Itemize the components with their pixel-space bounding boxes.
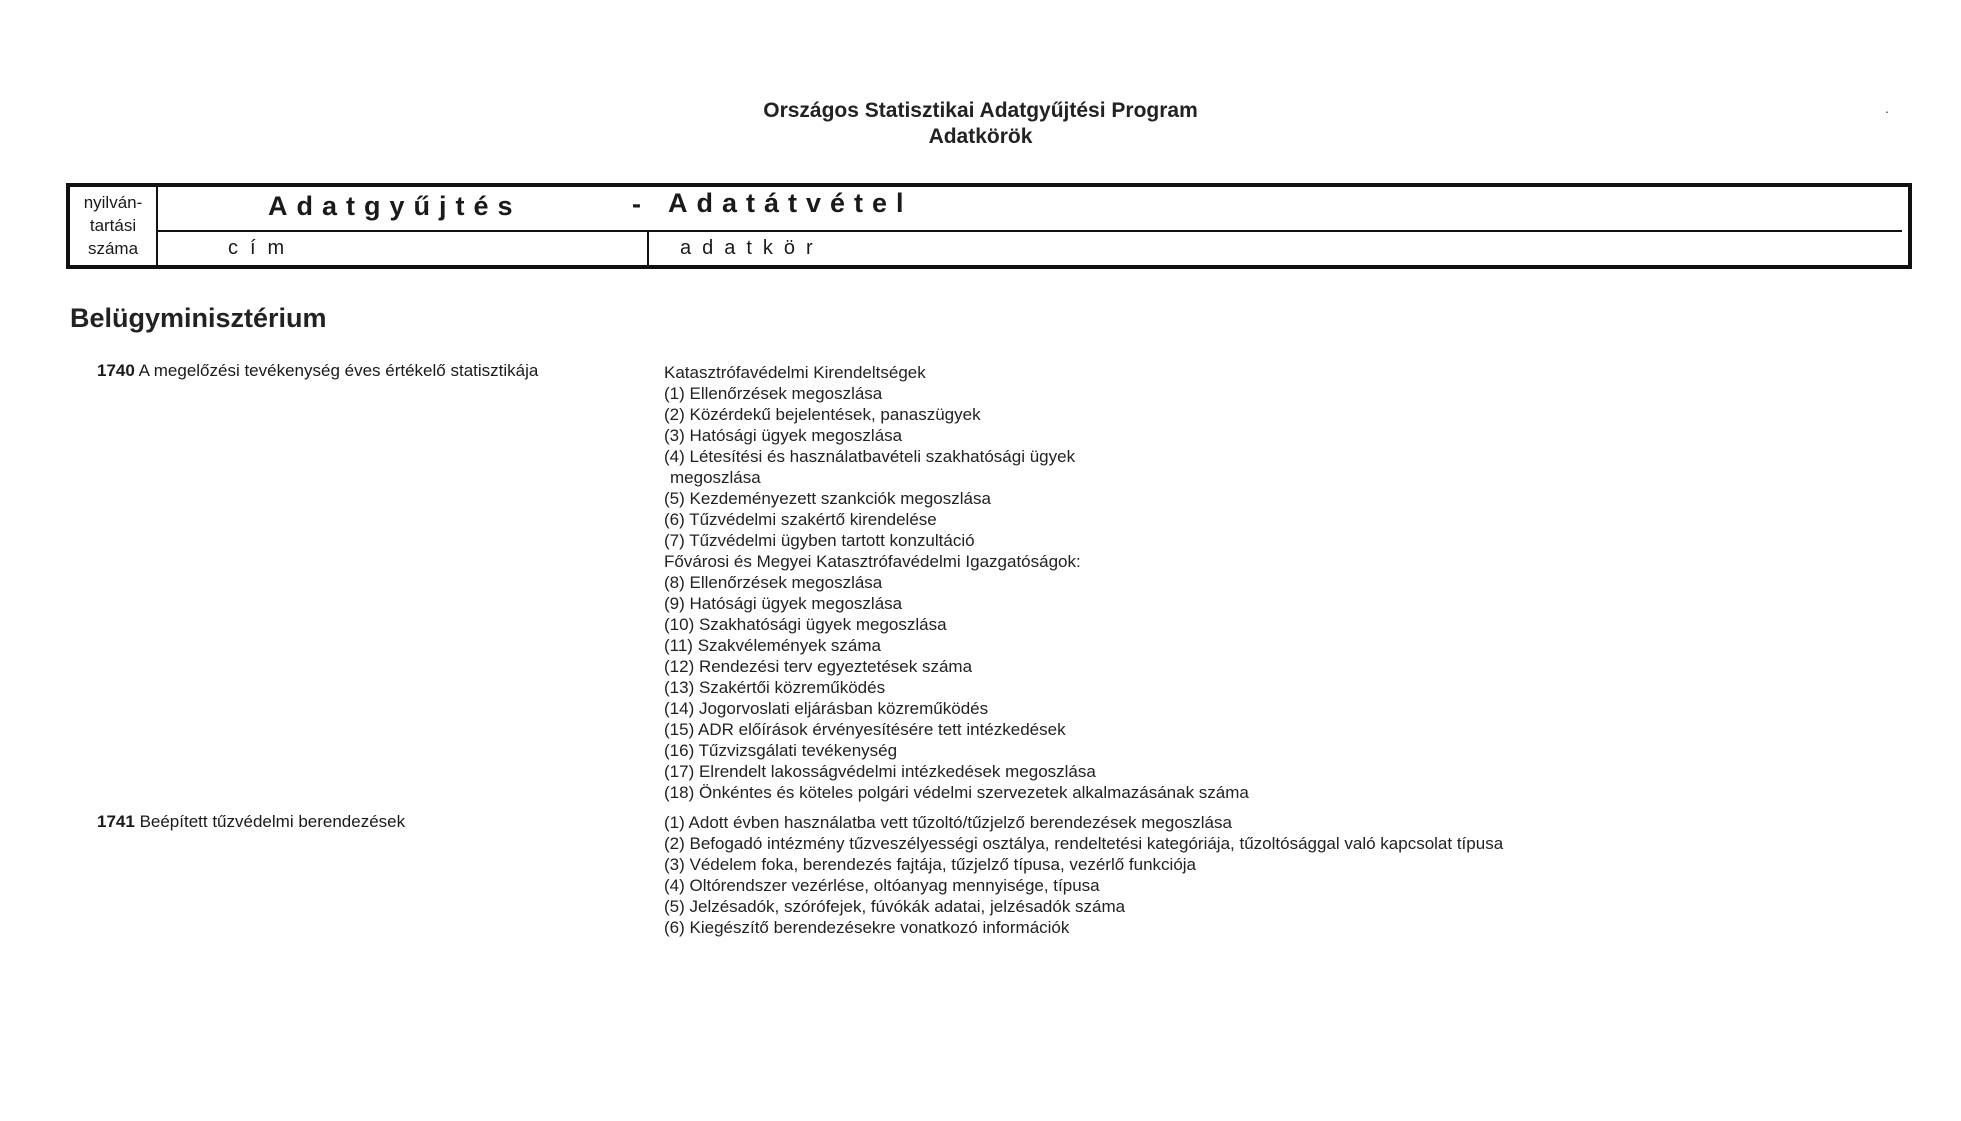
list-item: (14) Jogorvoslati eljárásban közreműködés <box>664 699 989 718</box>
entry-number: 1740 <box>97 361 135 380</box>
list-item: (7) Tűzvédelmi ügyben tartott konzultáció <box>664 531 975 550</box>
list-item: (13) Szakértői közreműködés <box>664 678 886 697</box>
title-column-header: cím <box>228 237 297 259</box>
data-scope-column-header: adatkör <box>680 237 824 259</box>
list-item: (5) Kezdeményezett szankciók megoszlása <box>664 489 991 508</box>
registration-header-line-3: száma <box>87 239 139 258</box>
list-item: (6) Tűzvédelmi szakértő kirendelése <box>664 510 937 529</box>
list-item: (5) Jelzésadók, szórófejek, fúvókák adatai, jelzésadók száma <box>664 897 1126 916</box>
header-divider-vertical <box>647 232 649 265</box>
list-item: (1) Ellenőrzések megoszlása <box>664 384 883 403</box>
list-item: (4) Létesítési és használatbavételi szakhatósági ügyek <box>664 447 1076 466</box>
list-item: (9) Hatósági ügyek megoszlása <box>664 594 903 613</box>
column-header-box <box>66 183 1912 269</box>
list-item: (12) Rendezési terv egyeztetések száma <box>664 657 973 676</box>
list-item: (6) Kiegészítő berendezésekre vonatkozó információk <box>664 918 1070 937</box>
entry-1740-items <box>664 362 1249 803</box>
entry-title: Beépített tűzvédelmi berendezések <box>139 812 406 831</box>
list-item: (8) Ellenőrzések megoszlása <box>664 573 883 592</box>
ministry-heading: Belügyminisztérium <box>70 303 327 333</box>
list-item: (3) Hatósági ügyek megoszlása <box>664 426 903 445</box>
entry-title: A megelőzési tevékenység éves értékelő statisztikája <box>138 361 539 380</box>
list-item: Katasztrófavédelmi Kirendeltségek <box>664 363 926 382</box>
entry-1741-header <box>97 811 405 832</box>
list-item: (10) Szakhatósági ügyek megoszlása <box>664 615 947 634</box>
document-title-line-2: Adatkörök <box>928 125 1033 148</box>
header-dash: - <box>632 189 641 219</box>
registration-header-line-2: tartási <box>89 216 137 235</box>
list-item: Fővárosi és Megyei Katasztrófavédelmi Igazgatóságok: <box>664 552 1081 571</box>
list-item: (3) Védelem foka, berendezés fajtája, tűzjelző típusa, vezérlő funkciója <box>664 855 1197 874</box>
document-title-line-1: Országos Statisztikai Adatgyűjtési Program <box>763 99 1198 122</box>
list-item: megoszlása <box>670 468 761 487</box>
data-transfer-header: Adatátvétel <box>668 188 913 218</box>
list-item: (15) ADR előírások érvényesítésére tett intézkedések <box>664 720 1066 739</box>
corner-dot: . <box>1885 100 1889 116</box>
entry-1741-items <box>664 812 1503 938</box>
document-title <box>0 98 1961 150</box>
list-item: (2) Közérdekű bejelentések, panaszügyek <box>664 405 981 424</box>
list-item: (4) Oltórendszer vezérlése, oltóanyag mennyisége, típusa <box>664 876 1100 895</box>
header-divider-horizontal <box>158 230 1902 232</box>
list-item: (11) Szakvélemények száma <box>664 636 881 655</box>
list-item: (16) Tűzvizsgálati tevékenység <box>664 741 898 760</box>
list-item: (1) Adott évben használatba vett tűzoltó/tűzjelző berendezések megoszlása <box>664 813 1232 832</box>
data-collection-header: Adatgyűjtés <box>268 191 522 221</box>
list-item: (17) Elrendelt lakosságvédelmi intézkedések megoszlása <box>664 762 1096 781</box>
registration-header-line-1: nyilván- <box>83 193 143 212</box>
list-item: (2) Befogadó intézmény tűzveszélyességi osztálya, rendeltetési kategóriája, tűzoltósággal való kapcsolat típusa <box>664 834 1504 853</box>
list-item: (18) Önkéntes és köteles polgári védelmi szervezetek alkalmazásának száma <box>664 783 1249 802</box>
registration-number-header <box>70 187 158 265</box>
entry-number: 1741 <box>97 812 135 831</box>
entry-1740-header <box>97 360 538 381</box>
